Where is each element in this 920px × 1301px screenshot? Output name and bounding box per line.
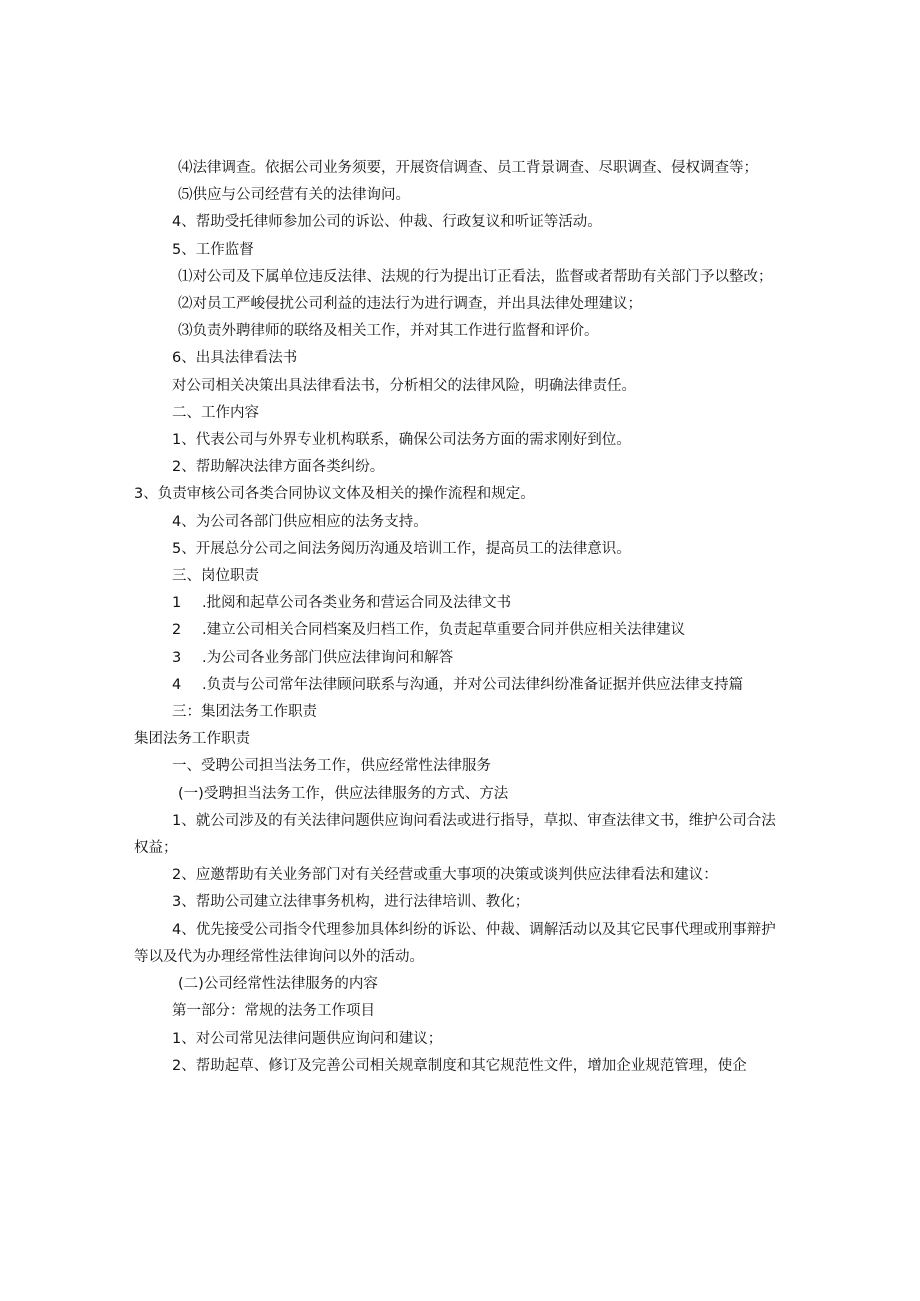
numbered-item: [134, 590, 786, 617]
paragraph-supervision-3: ⑶负责外聘律师的联络及相关工作，并对其工作进行监督和评价。: [178, 323, 599, 340]
heading-group-legal-duties: 三：集团法务工作职责: [172, 704, 317, 721]
numbered-item: [134, 617, 786, 644]
paragraph-content-2: 2、帮助解决法律方面各类纠纷。: [172, 459, 385, 476]
heading-part-one: 第一部分：常规的法务工作项目: [172, 1003, 375, 1020]
paragraph-legal-opinion: 对公司相关决策出具法律看法书，分析相父的法律风险，明确法律责任。: [172, 377, 636, 394]
paragraph-supervision-2: ⑵对员工严峻侵扰公司利益的违法行为进行调查，并出具法律处理建议；: [178, 296, 642, 313]
paragraph-part-one-2: 2、帮助起草、修订及完善公司相关规章制度和其它规范性文件，增加企业规范管理，使企: [172, 1057, 747, 1074]
item-number: 4: [172, 676, 182, 693]
section-title-group-legal: 集团法务工作职责: [134, 731, 250, 748]
heading-legal-opinion: 6、出具法律看法书: [172, 350, 298, 367]
item-text: .批阅和起草公司各类业务和营运合同及法律文书: [202, 595, 512, 612]
paragraph-method-2: 2、应邀帮助有关业务部门对有关经营或重大事项的决策或谈判供应法律看法和建议：: [172, 867, 718, 884]
paragraph-content-4: 4、为公司各部门供应相应的法务支持。: [172, 513, 428, 530]
paragraph-content-5: 5、开展总分公司之间法务阅历沟通及培训工作，提高员工的法律意识。: [172, 540, 631, 557]
subheading-service-methods: (一)受聘担当法务工作，供应法律服务的方式、方法: [178, 785, 509, 802]
numbered-item: [134, 672, 786, 699]
document-body: [134, 155, 786, 1080]
heading-job-duties: 三、岗位职责: [172, 568, 259, 585]
paragraph-legal-investigation: ⑷法律调查。依据公司业务须要，开展资信调查、员工背景调查、尽职调查、侵权调查等；: [178, 160, 758, 176]
item-text: .为公司各业务部门供应法律询问和解答: [202, 649, 454, 666]
paragraph-part-one-1: 1、对公司常见法律问题供应询问和建议；: [172, 1030, 443, 1047]
paragraph-method-4: 4、优先接受公司指令代理参加具体纠纷的诉讼、仲裁、调解活动以及其它民事代理或刑事辩护等以及代为办理经常性法律询问以外的活动。: [134, 921, 776, 965]
heading-work-supervision: 5、工作监督: [172, 241, 254, 258]
paragraph-method-1: 1、就公司涉及的有关法律问题供应询问看法或进行指导，草拟、审查法律文书，维护公司合法权益；: [134, 812, 776, 857]
paragraph-supervision-1: ⑴对公司及下属单位违反法律、法规的行为提出订正看法，监督或者帮助有关部门予以整改；: [178, 268, 773, 285]
paragraph-content-3: 3、负责审核公司各类合同协议文体及相关的操作流程和规定。: [134, 486, 535, 503]
item-number: 2: [172, 622, 182, 639]
subheading-service-content: (二)公司经常性法律服务的内容: [178, 976, 378, 993]
heading-work-content: 二、工作内容: [172, 404, 259, 421]
item-number: 1: [172, 595, 182, 612]
paragraph-legal-inquiry: ⑸供应与公司经营有关的法律询问。: [178, 187, 410, 204]
item-number: 3: [172, 649, 182, 666]
item-text: .建立公司相关合同档案及归档工作，负责起草重要合同并供应相关法律建议: [202, 622, 686, 639]
item-text: .负责与公司常年法律顾问联系与沟通，并对公司法律纠纷准备证据并供应法律支持篇: [202, 676, 744, 693]
heading-legal-service: 一、受聘公司担当法务工作，供应经常性法律服务: [172, 758, 491, 775]
paragraph-method-3: 3、帮助公司建立法律事务机构，进行法律培训、教化；: [172, 894, 530, 911]
numbered-item: [134, 645, 786, 672]
paragraph-content-1: 1、代表公司与外界专业机构联系，确保公司法务方面的需求刚好到位。: [172, 432, 631, 449]
paragraph-assist-lawyers: 4、帮助受托律师参加公司的诉讼、仲裁、行政复议和听证等活动。: [172, 214, 602, 231]
